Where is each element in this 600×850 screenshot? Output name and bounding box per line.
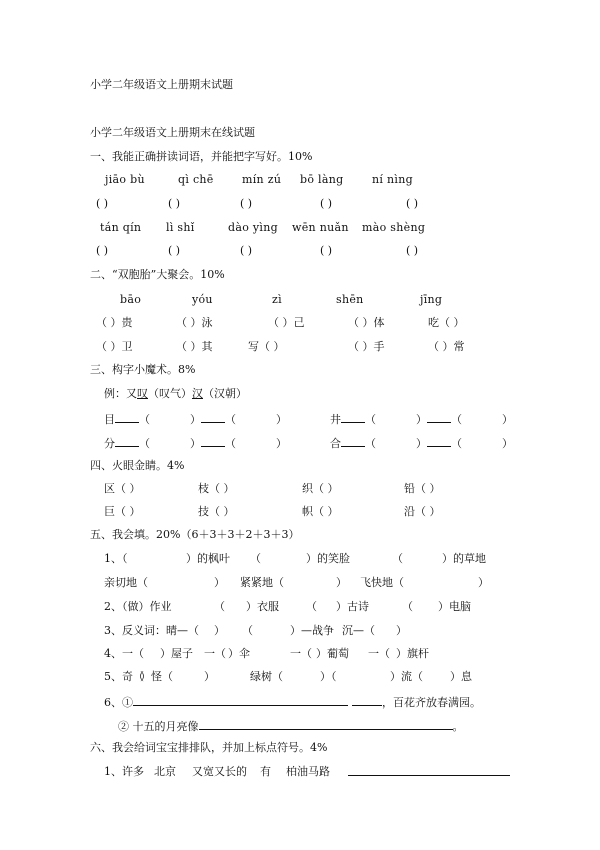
- answer-blank[interactable]: ( ): [168, 197, 181, 210]
- fill-text: ）电脑: [438, 600, 471, 613]
- section-1-title: 一、我能正确拼读词语，并能把字写好。10%: [90, 150, 313, 163]
- pinyin: ní nìng: [372, 173, 413, 186]
- base-char: 合: [330, 437, 341, 450]
- fill-line[interactable]: [133, 694, 348, 706]
- fill-text: 2、（做）作业: [104, 600, 172, 613]
- fill-text: 亲切地（: [104, 576, 148, 589]
- word-chip: 北京: [154, 765, 176, 778]
- fill-text: 3、反义词：晴—（: [104, 624, 199, 637]
- fill-text: ）: [214, 576, 225, 589]
- pinyin: jiāo bù: [105, 173, 145, 186]
- fill-text: ）的枫叶: [186, 552, 230, 565]
- fill-text: ）: [478, 576, 489, 589]
- pinyin: jīng: [420, 293, 443, 306]
- answer-blank[interactable]: 织（ ）: [302, 482, 339, 495]
- answer-blank[interactable]: （ ）常: [428, 340, 465, 353]
- answer-blank[interactable]: 巨（ ）: [104, 505, 141, 518]
- fill-text: 一（: [290, 647, 312, 660]
- fill-text: ）葡萄: [316, 647, 349, 660]
- base-char: 井: [330, 413, 341, 426]
- answer-blank[interactable]: ( ): [96, 197, 109, 210]
- word-chip: 有: [260, 765, 271, 778]
- fill-text: ）旗杆: [396, 647, 429, 660]
- fill-text: ）伞: [228, 647, 250, 660]
- document-heading: 小学二年级语文上册期末试题: [90, 78, 233, 91]
- answer-blank[interactable]: 区（ ）: [104, 482, 141, 495]
- fill-text: （: [306, 600, 317, 613]
- fill-text: （: [402, 600, 413, 613]
- answer-line[interactable]: [348, 765, 510, 776]
- fill-text: ）—战争: [290, 624, 334, 637]
- fill-text: ）（: [320, 670, 337, 683]
- fill-text: ② 十五的月亮像: [118, 720, 199, 733]
- fill-text: （: [392, 552, 403, 565]
- answer-blank[interactable]: 吃（ ）: [428, 316, 465, 329]
- answer-blank[interactable]: ( ): [320, 197, 333, 210]
- compose-row: 井 （ ） （ ）: [330, 413, 513, 426]
- answer-blank[interactable]: 铅（ ）: [404, 482, 441, 495]
- word-chip: 又宽又长的: [192, 765, 247, 778]
- fill-text: ）的笑脸: [306, 552, 350, 565]
- example-answer: 叹: [137, 387, 148, 400]
- fill-text: ）: [204, 670, 215, 683]
- example-note: （叹气）: [148, 387, 192, 400]
- answer-blank[interactable]: 沿（ ）: [404, 505, 441, 518]
- fill-line[interactable]: [199, 718, 453, 730]
- fill-text: 沉—（: [342, 624, 375, 637]
- answer-blank[interactable]: 写（ ）: [248, 340, 285, 353]
- answer-blank[interactable]: ( ): [240, 197, 253, 210]
- fill-text: ）流（: [390, 670, 423, 683]
- fill-line[interactable]: [341, 435, 365, 447]
- answer-blank[interactable]: ( ): [406, 244, 419, 257]
- fill-text: ）的草地: [442, 552, 486, 565]
- fill-text: ）古诗: [336, 600, 369, 613]
- pinyin: bō làng: [300, 173, 344, 186]
- fill-line[interactable]: [352, 694, 382, 706]
- fill-row-2: [118, 718, 464, 734]
- pinyin: lì shǐ: [166, 221, 195, 234]
- answer-blank[interactable]: ( ): [320, 244, 333, 257]
- word-chip: 1、许多: [104, 765, 144, 778]
- fill-line[interactable]: [201, 411, 225, 423]
- fill-text: 紧紧地（: [240, 576, 284, 589]
- answer-blank[interactable]: ( ): [240, 244, 253, 257]
- section-3-title: 三、构字小魔术。8%: [90, 363, 196, 376]
- fill-text: ）息: [450, 670, 472, 683]
- answer-blank[interactable]: （ ）其: [176, 340, 213, 353]
- pinyin: qì chē: [178, 173, 214, 186]
- fill-text: 。: [452, 720, 464, 733]
- fill-text: （: [250, 552, 261, 565]
- answer-blank[interactable]: （ ）泳: [176, 316, 213, 329]
- pinyin: zì: [272, 293, 282, 306]
- pinyin: mín zú: [242, 173, 282, 186]
- fill-text: ）: [214, 624, 225, 637]
- fill-text: 1、（: [104, 552, 128, 565]
- pinyin: dào yìng: [228, 221, 278, 234]
- pinyin: bāo: [120, 293, 142, 306]
- fill-line[interactable]: [427, 411, 451, 423]
- pinyin: tán qín: [100, 221, 142, 234]
- pinyin: shēn: [336, 293, 364, 306]
- fill-line[interactable]: [201, 435, 225, 447]
- word-chip: 柏油马路: [286, 765, 330, 778]
- example-note: （汉朝）: [203, 387, 247, 400]
- section-4-title: 四、火眼金睛。4%: [90, 459, 185, 472]
- fill-text: 绿树（: [250, 670, 283, 683]
- pinyin: wēn nuǎn: [292, 221, 349, 234]
- section-5-title: 五、我会填。20%（6＋3＋3＋2＋3＋3）: [90, 528, 300, 541]
- fill-text: ，百花齐放春满园。: [382, 696, 481, 709]
- fill-text: ）: [396, 624, 407, 637]
- answer-blank[interactable]: （ ）己: [268, 316, 305, 329]
- compose-row: 目 （ ） （ ）: [104, 413, 287, 426]
- base-char: 分: [104, 437, 115, 450]
- example-prefix: 例：又: [104, 387, 137, 400]
- document-subheading: 小学二年级语文上册期末在线试题: [90, 126, 255, 139]
- answer-blank[interactable]: （ ）卫: [96, 340, 133, 353]
- fill-text: 飞快地（: [360, 576, 404, 589]
- pinyin: mào shèng: [362, 221, 426, 234]
- answer-blank[interactable]: ( ): [406, 197, 419, 210]
- fill-text: 5、奇（: [104, 670, 144, 683]
- fill-row-1: [104, 694, 481, 710]
- fill-text: ）屋子: [160, 647, 193, 660]
- answer-blank[interactable]: 帜（ ）: [302, 505, 339, 518]
- fill-text: （: [214, 600, 225, 613]
- fill-text: ）怪（: [140, 670, 173, 683]
- fill-text: ）衣服: [246, 600, 279, 613]
- section-6-title: 六、我会给词宝宝排排队，并加上标点符号。4%: [90, 741, 328, 754]
- pinyin: yóu: [192, 293, 213, 306]
- fill-text: 一（: [204, 647, 226, 660]
- fill-text: ）: [336, 576, 347, 589]
- example-answer: 汉: [192, 387, 203, 400]
- answer-blank[interactable]: ( ): [96, 244, 109, 257]
- item-number: 6、①: [104, 696, 133, 709]
- fill-text: 一（: [368, 647, 390, 660]
- answer-blank[interactable]: ( ): [168, 244, 181, 257]
- compose-row: 分 （ ） （ ）: [104, 437, 287, 450]
- fill-line[interactable]: [427, 435, 451, 447]
- compose-row: 合 （ ） （ ）: [330, 437, 513, 450]
- answer-blank[interactable]: 枝（ ）: [198, 482, 235, 495]
- section-2-title: 二、“双胞胎”大聚会。10%: [90, 268, 225, 281]
- base-char: 目: [104, 413, 115, 426]
- answer-blank[interactable]: （ ）手: [348, 340, 385, 353]
- answer-blank[interactable]: （ ）贵: [96, 316, 133, 329]
- fill-line[interactable]: [115, 411, 139, 423]
- fill-text: 4、一（: [104, 647, 144, 660]
- answer-blank[interactable]: 技（ ）: [198, 505, 235, 518]
- fill-line[interactable]: [115, 435, 139, 447]
- fill-text: （: [242, 624, 253, 637]
- example-line: [104, 387, 247, 401]
- answer-blank[interactable]: （ ）体: [348, 316, 385, 329]
- fill-line[interactable]: [341, 411, 365, 423]
